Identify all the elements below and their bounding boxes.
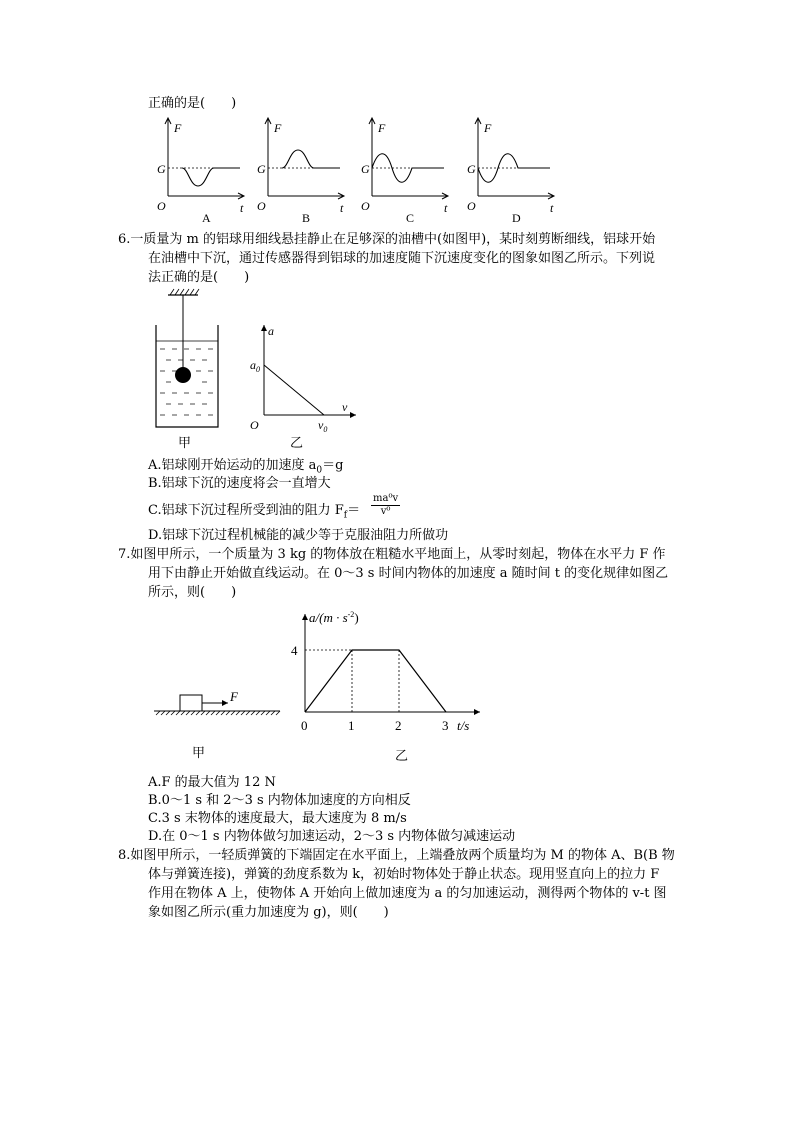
- q7-x-tick-label: 0: [301, 718, 308, 733]
- q7-x-tick-label: 1: [348, 718, 355, 733]
- q6-a0-label: $a_0$: [250, 358, 260, 374]
- q6-axis-v-label: v: [342, 400, 348, 414]
- q6-option-a: A.铝球刚开始运动的加速度 $a_0=g$: [148, 458, 344, 476]
- q7-series-line: [305, 650, 446, 712]
- q7-x-tick-label: 3: [442, 718, 449, 733]
- q8-stem-line-3: 作用在物体 A 上，使物体 A 开始向上做加速度为 a 的匀加速运动，测得两个物体的 v-t 图: [148, 886, 667, 901]
- q6-stem-line-2: 在油槽中下沉，通过传感器得到铝球的加速度随下沉速度变化的图象如图乙所示。下列说: [148, 251, 656, 266]
- q5-axis-t-label: t: [240, 201, 244, 215]
- q7-stem-line-3: 所示，则( ): [148, 585, 237, 600]
- q5-option-label: D: [512, 211, 521, 225]
- q7-label-yi: 乙: [395, 748, 409, 763]
- q5-origin-label: O: [361, 199, 370, 213]
- q6-v0-label: $v_0$: [318, 418, 328, 434]
- q5-options-graphs: [0, 110, 794, 250]
- q5-graph-b: [257, 118, 344, 225]
- q6-label-jia: 甲: [178, 435, 192, 450]
- q6-option-c: C.铝球下沉过程所受到油的阻力 $F_f=$: [148, 503, 361, 521]
- q8-stem-line-1: 8.如图甲所示，一轻质弹簧的下端固定在水平面上，上端叠放两个质量均为 M 的物体 A、B(B 物: [118, 848, 675, 863]
- q5-origin-label: O: [467, 199, 476, 213]
- q6-stem-line-1: 6.一质量为 m 的铝球用细线悬挂静止在足够深的油槽中(如图甲)，某时刻剪断细线，铝球开始: [118, 232, 656, 247]
- q7-force-label: F: [230, 689, 238, 704]
- q5-axis-t-label: t: [550, 201, 554, 215]
- q7-x-tick-label: 2: [395, 718, 402, 733]
- q6-figure-a-v-graph: [244, 285, 374, 455]
- q5-curve-a: [182, 168, 240, 186]
- q5-axis-t-label: t: [340, 201, 344, 215]
- q5-stem-tail: 正确的是( ): [148, 96, 237, 111]
- q5-axis-g-label: G: [361, 162, 370, 176]
- q5-origin-label: O: [257, 199, 266, 213]
- q5-axis-t-label: t: [444, 201, 448, 215]
- q7-stem-line-2: 用下由静止开始做直线运动。在 0～3 s 时间内物体的加速度 a 随时间 t 的变化规律如图乙: [148, 566, 669, 581]
- q6-stem-line-3: 法正确的是( ): [148, 270, 250, 285]
- q7-option-c: C.3 s 末物体的速度最大，最大速度为 8 m/s: [148, 811, 407, 826]
- q7-stem-line-1: 7.如图甲所示，一个质量为 3 kg 的物体放在粗糙水平地面上，从零时刻起，物体在水平力 F 作: [118, 547, 666, 562]
- q7-option-b: B.0～1 s 和 2～3 s 内物体加速度的方向相反: [148, 793, 411, 808]
- q5-graph-d: [467, 118, 554, 225]
- q5-option-label: B: [302, 211, 311, 225]
- q7-option-a: A.F 的最大值为 12 N: [148, 775, 276, 790]
- q7-option-d: D.在 0～1 s 内物体做匀加速运动，2～3 s 内物体做匀减速运动: [148, 829, 516, 844]
- q5-axis-f-label: F: [484, 121, 492, 135]
- q5-axis-f-label: F: [378, 121, 386, 135]
- q8-stem-line-2: 体与弹簧连接)，弹簧的劲度系数为 k，初始时物体处于静止状态。现用竖直向上的拉力 F: [148, 867, 660, 882]
- q6-figure-oil-tank: [148, 285, 258, 455]
- q6-option-d: D.铝球下沉过程机械能的减少等于克服油阻力所做功: [148, 528, 449, 543]
- q8-stem-line-4: 象如图乙所示(重力加速度为 g)，则( ): [148, 905, 389, 920]
- q7-x-axis-label: t/s: [457, 718, 470, 733]
- q5-axis-f-label: F: [274, 121, 282, 135]
- q5-option-label: C: [406, 211, 415, 225]
- q7-y-axis-label: $a/(m \cdot s^{-2})$: [309, 610, 359, 625]
- q5-axis-g-label: G: [467, 162, 476, 176]
- q5-axis-f-label: F: [174, 121, 182, 135]
- q5-graph-c: [361, 118, 448, 225]
- q7-figure-block: [150, 685, 290, 765]
- q5-graph-a: [157, 118, 244, 225]
- q7-figure-a-t-graph: [285, 600, 495, 770]
- q5-origin-label: O: [157, 199, 166, 213]
- q6-label-yi: 乙: [290, 435, 304, 450]
- q5-option-label: A: [202, 211, 211, 225]
- q6-option-c-fraction: ma⁰v v⁰: [373, 493, 399, 517]
- q6-option-b: B.铝球下沉的速度将会一直增大: [148, 476, 331, 491]
- q5-curve-b: [282, 150, 340, 168]
- q6-origin-label: O: [250, 418, 259, 432]
- q7-y-tick-label: 4: [291, 643, 298, 658]
- q6-axis-a-label: a: [268, 324, 274, 338]
- q5-axis-g-label: G: [157, 162, 166, 176]
- q7-label-jia: 甲: [192, 745, 206, 760]
- q5-axis-g-label: G: [257, 162, 266, 176]
